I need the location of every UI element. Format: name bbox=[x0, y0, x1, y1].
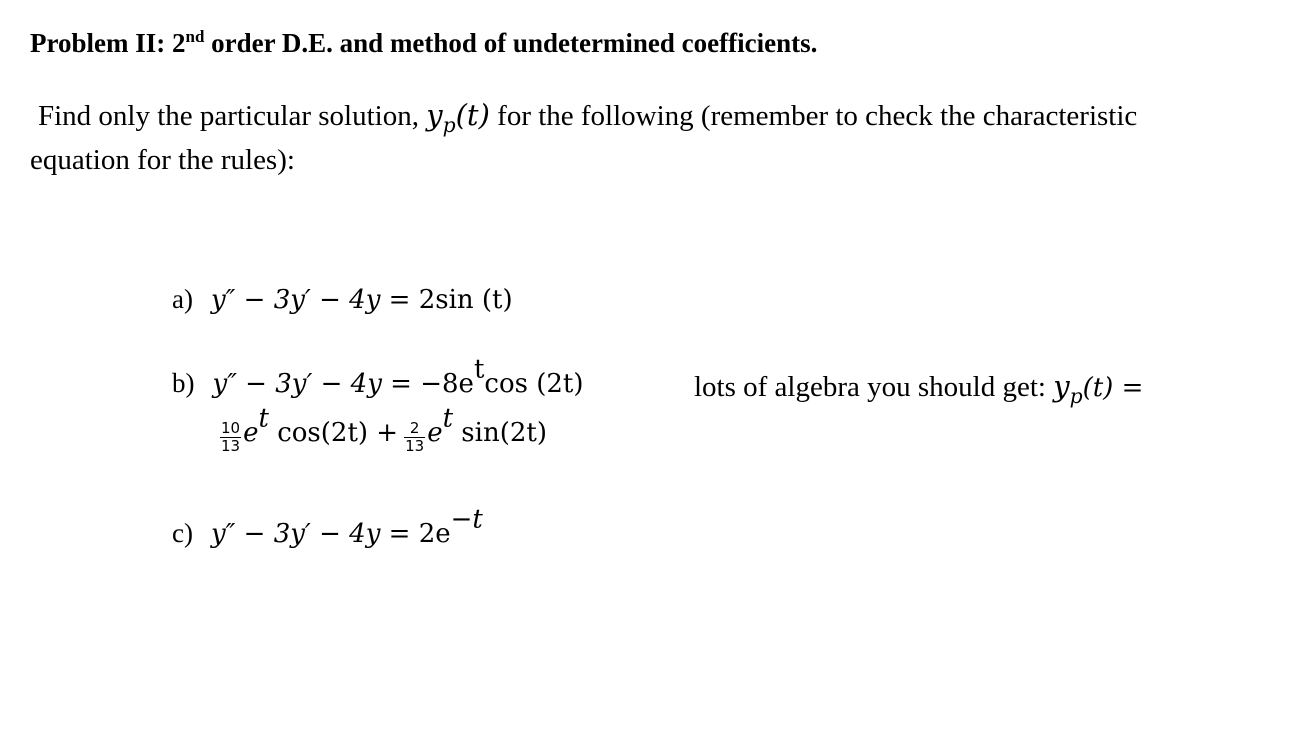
solution-term-2: sin(2t) bbox=[453, 418, 547, 448]
title-prefix: Problem II: 2 bbox=[30, 28, 186, 58]
yp-symbol bbox=[426, 98, 490, 138]
solution-e2-exponent: t bbox=[442, 403, 454, 434]
problem-b-label: b) bbox=[172, 368, 195, 398]
problem-b bbox=[172, 354, 584, 399]
solution-e2: e bbox=[427, 418, 443, 448]
hint-yp-base: y bbox=[1053, 369, 1070, 403]
fraction-1-denominator: 13 bbox=[221, 436, 241, 455]
problem-a bbox=[172, 284, 513, 315]
problem-b-hint bbox=[694, 369, 1144, 409]
problem-b-hint-yp bbox=[1053, 369, 1083, 409]
problem-a-rhs: 2sin (t) bbox=[418, 285, 513, 315]
yp-argument: (t) bbox=[455, 98, 490, 132]
problem-c bbox=[172, 504, 483, 549]
problem-a-label: a) bbox=[172, 284, 193, 314]
problem-c-rhs-exponent: −t bbox=[450, 504, 483, 535]
problem-a-lhs: y″ − 3y′ − 4y = bbox=[210, 285, 419, 315]
fraction-2-numerator: 2 bbox=[404, 420, 425, 438]
problem-b-solution bbox=[218, 403, 547, 455]
problem-b-rhs-trig: cos (2t) bbox=[484, 369, 584, 399]
instructions-text-end: for the following (remember to check the characteristic bbox=[489, 100, 1138, 132]
problem-b-rhs-exponent: t bbox=[473, 354, 485, 385]
problem-c-lhs: y″ − 3y′ − 4y = bbox=[210, 519, 419, 549]
solution-fraction-1 bbox=[220, 420, 241, 455]
problem-c-label: c) bbox=[172, 518, 193, 548]
problem-b-hint-text: lots of algebra you should get: bbox=[694, 371, 1054, 403]
fraction-2-denominator: 13 bbox=[405, 436, 425, 455]
solution-e1-exponent: t bbox=[258, 403, 269, 434]
title-superscript: nd bbox=[185, 27, 205, 46]
problem-b-rhs-coeff: −8e bbox=[420, 369, 474, 399]
yp-subscript: p bbox=[442, 113, 456, 138]
yp-base: y bbox=[426, 98, 443, 132]
problem-title bbox=[30, 28, 817, 59]
instructions-line-2: equation for the rules): bbox=[30, 144, 295, 176]
solution-e1: e bbox=[243, 418, 259, 448]
title-suffix: order D.E. and method of undetermined coefficients. bbox=[204, 28, 818, 58]
problem-b-lhs: y″ − 3y′ − 4y = bbox=[212, 369, 421, 399]
hint-yp-subscript: p bbox=[1069, 384, 1083, 409]
instructions-line-1 bbox=[38, 98, 1138, 138]
problem-c-rhs: 2e bbox=[418, 519, 451, 549]
fraction-1-numerator: 10 bbox=[221, 418, 241, 437]
hint-yp-rest: (t) = bbox=[1082, 373, 1144, 403]
instructions-text-start: Find only the particular solution, bbox=[38, 100, 427, 132]
solution-term-1: cos(2t) + bbox=[268, 418, 399, 448]
solution-fraction-2 bbox=[404, 420, 425, 455]
